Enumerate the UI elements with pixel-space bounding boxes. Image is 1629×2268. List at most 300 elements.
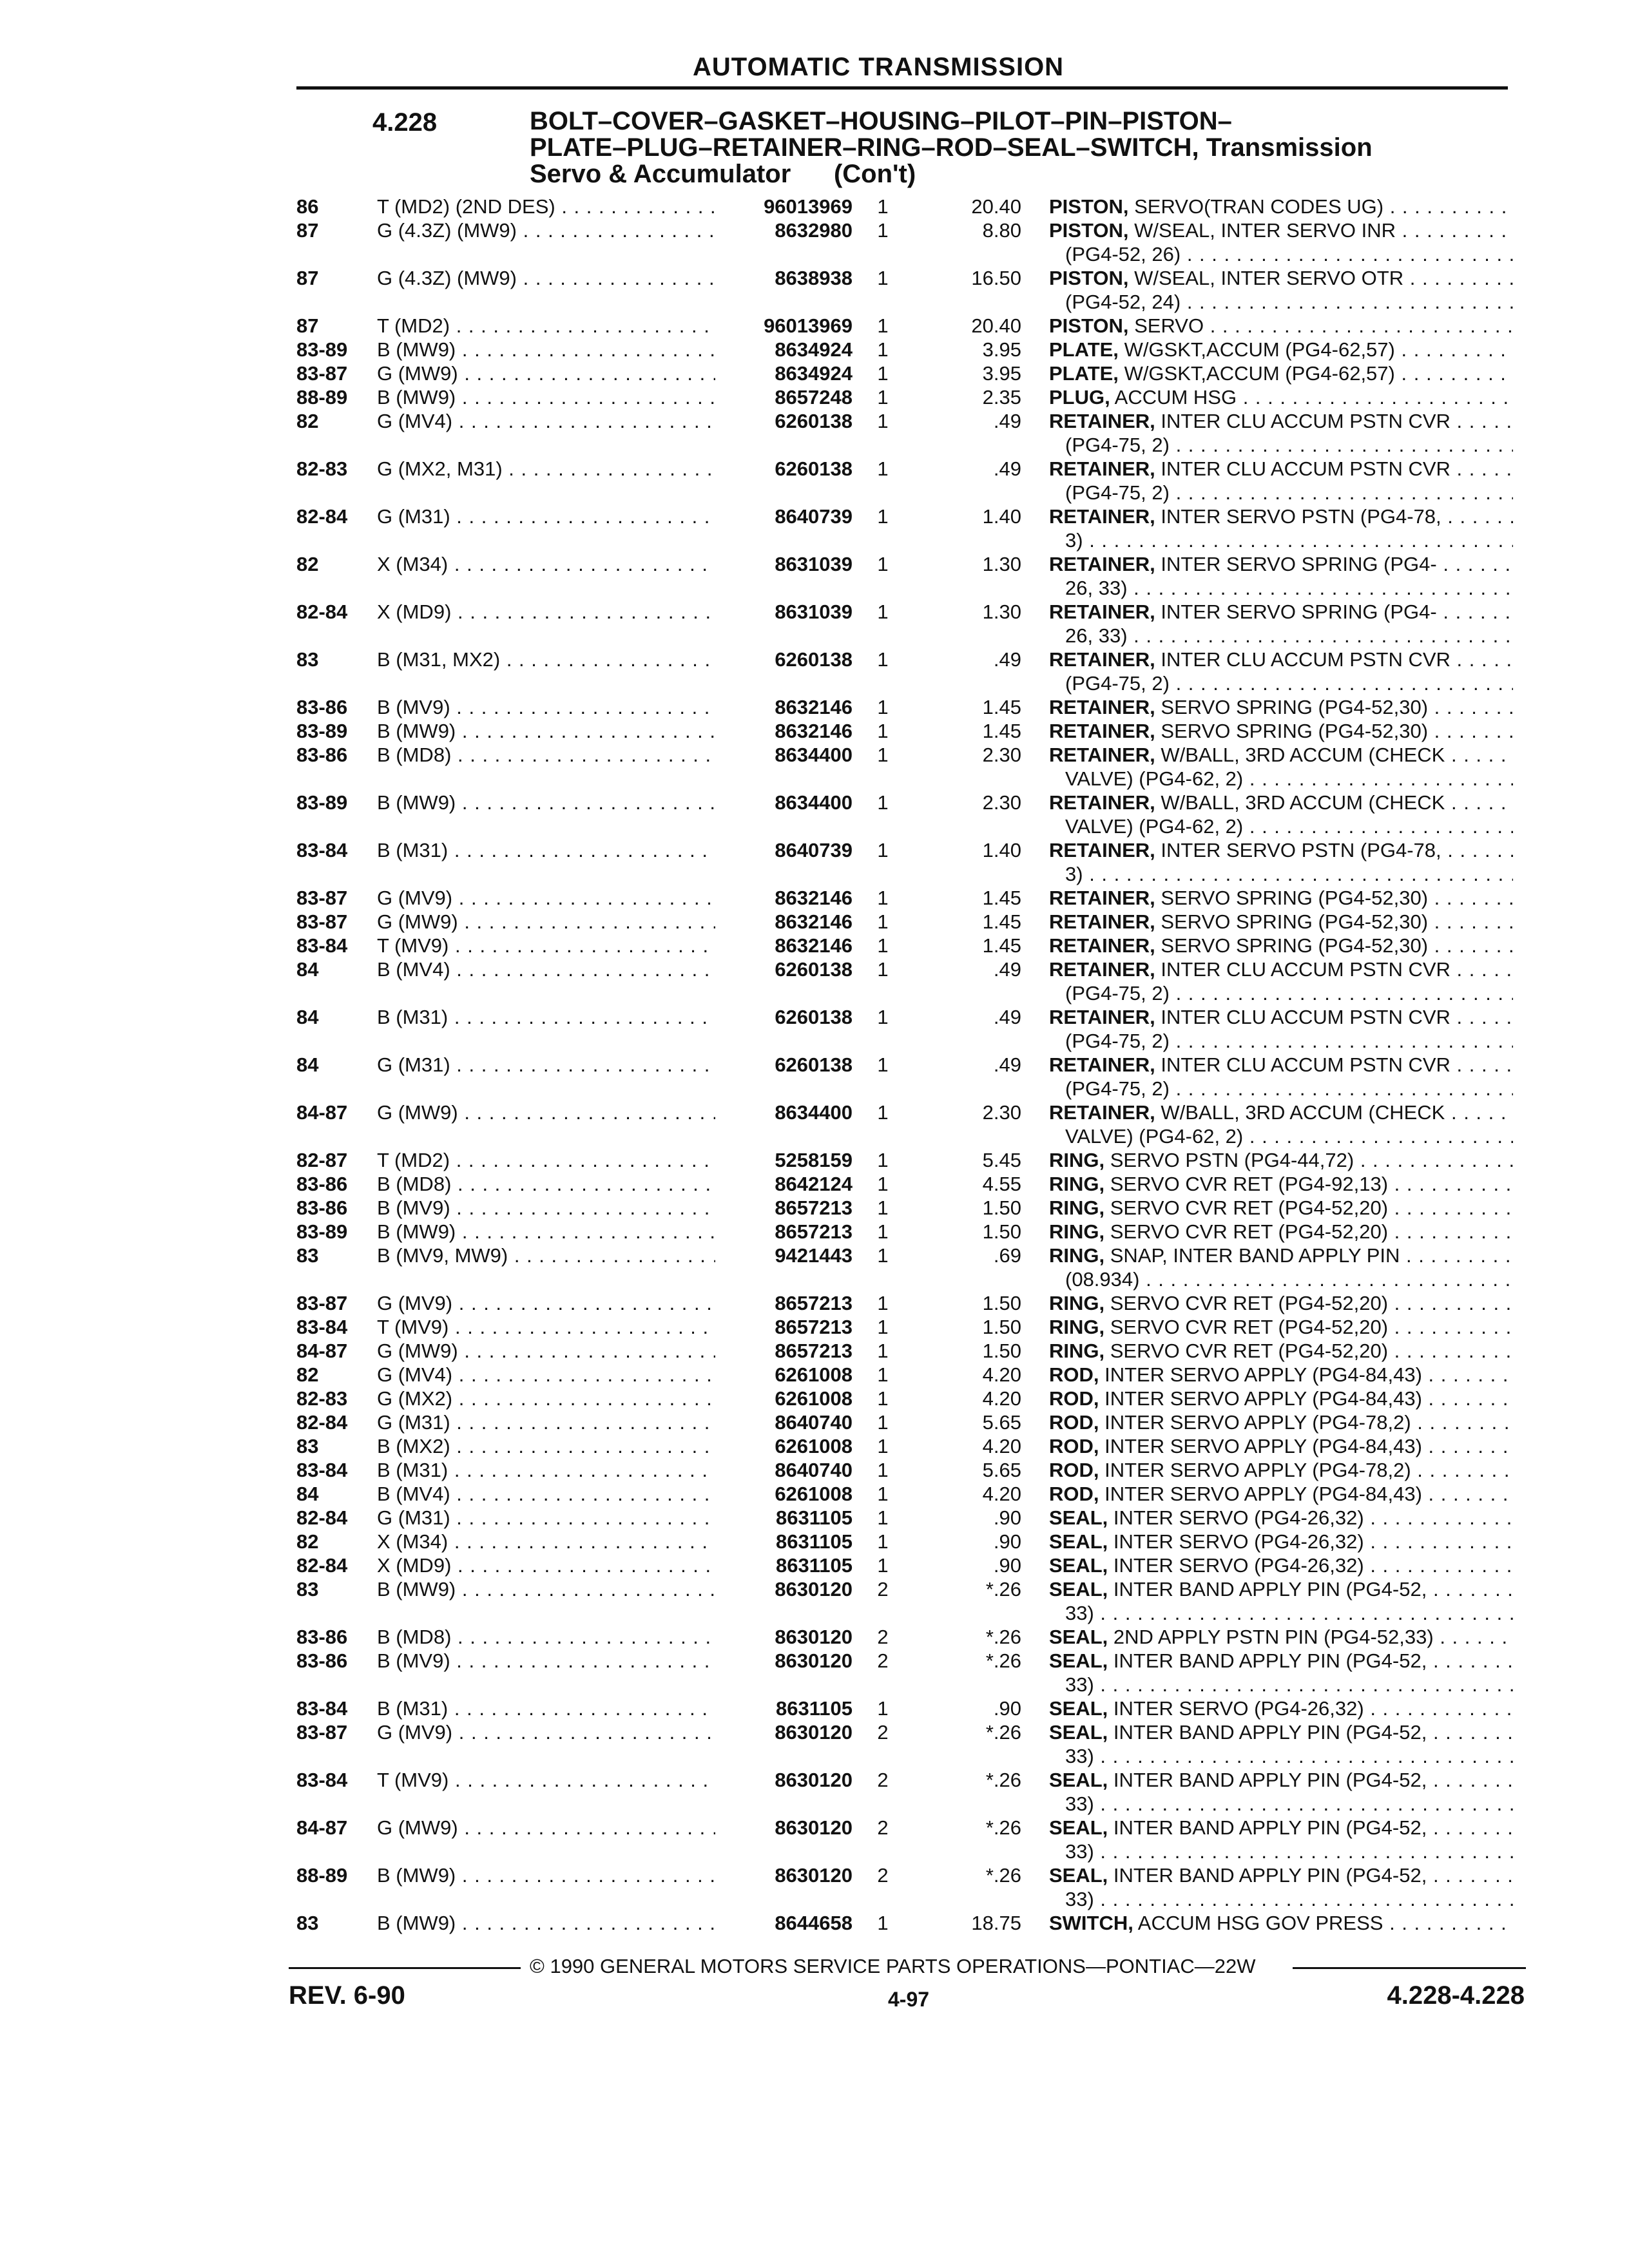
description-text: SNAP, INTER BAND APPLY PIN	[1110, 1244, 1400, 1267]
description-text: W/GSKT,ACCUM (PG4-62,57)	[1124, 338, 1395, 361]
description	[1049, 1363, 1513, 1387]
part-name: PISTON,	[1049, 267, 1129, 289]
quantity: 1	[877, 195, 889, 218]
part-number: 6261008	[718, 1434, 853, 1458]
description-line	[1049, 1005, 1513, 1029]
description-text: INTER CLU ACCUM PSTN CVR	[1161, 457, 1451, 480]
quantity: 1	[877, 362, 889, 385]
part-number: 6261008	[718, 1363, 853, 1387]
price: 1.50	[982, 1196, 1021, 1219]
description	[1049, 409, 1513, 457]
description	[1049, 1196, 1513, 1220]
year-range: 83-86	[296, 696, 348, 718]
description	[1049, 886, 1513, 910]
part-name: PISTON,	[1049, 219, 1129, 242]
description	[1049, 910, 1513, 934]
description-line	[1049, 1315, 1513, 1339]
description-line	[1049, 1720, 1513, 1744]
part-number: 8630120	[718, 1863, 853, 1887]
year-range: 84	[296, 1483, 319, 1505]
description-text: ACCUM HSG	[1114, 386, 1237, 408]
part-number: 8630120	[718, 1649, 853, 1673]
description	[1049, 338, 1513, 361]
usage-code: B (MV4) . . .	[377, 957, 715, 981]
year-range: 83-87	[296, 887, 348, 909]
year-range: 83-87	[296, 362, 348, 385]
price: *.26	[985, 1864, 1021, 1887]
quantity: 2	[877, 1816, 889, 1839]
description-text: INTER SERVO SPRING (PG4-	[1161, 553, 1437, 575]
quantity: 1	[877, 910, 889, 933]
usage-code: G (M31) . . .	[377, 505, 715, 528]
usage-code: G (MV9) . . .	[377, 1291, 715, 1315]
usage-code: G (MV9) . . .	[377, 1720, 715, 1744]
description	[1049, 1768, 1513, 1816]
part-name: RING,	[1049, 1244, 1105, 1267]
usage-code: G (MV9) . . .	[377, 886, 715, 910]
year-range: 83-89	[296, 338, 348, 361]
year-range: 82-84	[296, 1506, 348, 1529]
usage-code: T (MD2) . . .	[377, 314, 715, 338]
description	[1049, 195, 1513, 218]
quantity: 1	[877, 1554, 889, 1577]
usage-code: G (MW9) . . .	[377, 1100, 715, 1124]
part-number: 8632146	[718, 934, 853, 957]
quantity: 1	[877, 1220, 889, 1243]
description-line	[1049, 791, 1513, 814]
part-number: 8631039	[718, 552, 853, 576]
description-line	[1049, 957, 1513, 981]
description	[1049, 695, 1513, 719]
description-text: INTER SERVO (PG4-26,32)	[1113, 1554, 1364, 1577]
description-text: INTER BAND APPLY PIN (PG4-52,	[1113, 1721, 1427, 1744]
description	[1049, 552, 1513, 600]
quantity: 1	[877, 553, 889, 575]
description-line	[1049, 934, 1513, 957]
description-line	[1049, 1696, 1513, 1720]
part-name: SEAL,	[1049, 1816, 1108, 1839]
usage-code: B (MV9) . . .	[377, 1196, 715, 1220]
description-continuation: (08.934) . . .	[1049, 1267, 1513, 1291]
part-number: 8657213	[718, 1196, 853, 1220]
description	[1049, 1649, 1513, 1696]
description	[1049, 1387, 1513, 1410]
year-range: 83	[296, 648, 319, 671]
part-name: RETAINER,	[1049, 457, 1155, 480]
description-text: INTER BAND APPLY PIN (PG4-52,	[1113, 1816, 1427, 1839]
part-name: RETAINER,	[1049, 720, 1155, 742]
description-text: INTER SERVO APPLY (PG4-84,43)	[1104, 1387, 1422, 1410]
year-range: 86	[296, 195, 319, 218]
quantity: 1	[877, 457, 889, 480]
year-range: 83-84	[296, 1459, 348, 1481]
year-range: 83-86	[296, 1196, 348, 1219]
description	[1049, 1434, 1513, 1458]
description-line	[1049, 838, 1513, 862]
part-name: ROD,	[1049, 1435, 1099, 1457]
part-name: SEAL,	[1049, 1649, 1108, 1672]
footer-rule-right	[1293, 1967, 1526, 1969]
usage-code: B (MV4) . . .	[377, 1482, 715, 1506]
description-line	[1049, 1625, 1513, 1649]
description-text: INTER SERVO (PG4-26,32)	[1113, 1697, 1364, 1720]
description-text: INTER CLU ACCUM PSTN CVR	[1161, 958, 1451, 981]
description-line	[1049, 1553, 1513, 1577]
part-number: 8631039	[718, 600, 853, 624]
quantity: 1	[877, 1053, 889, 1076]
description	[1049, 266, 1513, 314]
description-text: SERVO CVR RET (PG4-52,20)	[1110, 1220, 1389, 1243]
description-continuation: 33) . . .	[1049, 1840, 1513, 1863]
description	[1049, 1100, 1513, 1148]
year-range: 83-84	[296, 1697, 348, 1720]
year-range: 84	[296, 958, 319, 981]
usage-code: B (MV9, MW9) . . .	[377, 1244, 715, 1267]
usage-code: G (MX2) . . .	[377, 1387, 715, 1410]
usage-code: B (MW9) . . .	[377, 1911, 715, 1935]
quantity: 1	[877, 720, 889, 742]
usage-code: B (M31) . . .	[377, 1696, 715, 1720]
description-continuation: (PG4-75, 2) . . .	[1049, 433, 1513, 457]
part-name: SEAL,	[1049, 1697, 1108, 1720]
description-line	[1049, 409, 1513, 433]
price: 5.65	[982, 1411, 1021, 1434]
description-text: W/BALL, 3RD ACCUM (CHECK	[1161, 791, 1445, 814]
price: 1.50	[982, 1340, 1021, 1362]
header-title: AUTOMATIC TRANSMISSION	[693, 53, 1065, 81]
description-text: INTER SERVO (PG4-26,32)	[1113, 1506, 1364, 1529]
year-range: 83-86	[296, 1626, 348, 1648]
quantity: 1	[877, 1435, 889, 1457]
price: 16.50	[971, 267, 1021, 289]
usage-code: T (MV9) . . .	[377, 1768, 715, 1792]
price: .49	[993, 1006, 1021, 1028]
part-name: SEAL,	[1049, 1769, 1108, 1791]
year-range: 82-87	[296, 1149, 348, 1171]
part-name: SEAL,	[1049, 1530, 1108, 1553]
description-text: 2ND APPLY PSTN PIN (PG4-52,33)	[1113, 1626, 1434, 1648]
description-line	[1049, 1506, 1513, 1530]
description-line	[1049, 719, 1513, 743]
part-number: 8632980	[718, 218, 853, 242]
price: *.26	[985, 1626, 1021, 1648]
part-number: 96013969	[718, 195, 853, 218]
part-name: RING,	[1049, 1220, 1105, 1243]
quantity: 1	[877, 267, 889, 289]
description-continuation: 33) . . .	[1049, 1887, 1513, 1911]
description-line	[1049, 361, 1513, 385]
price: 1.40	[982, 839, 1021, 861]
price: .90	[993, 1506, 1021, 1529]
description	[1049, 457, 1513, 505]
part-name: SEAL,	[1049, 1506, 1108, 1529]
part-number: 8632146	[718, 719, 853, 743]
usage-code: B (MW9) . . .	[377, 1863, 715, 1887]
part-number: 6260138	[718, 1005, 853, 1029]
year-range: 84	[296, 1006, 319, 1028]
year-range: 83	[296, 1912, 319, 1934]
page-number: 4-97	[888, 1988, 930, 2011]
part-number: 6260138	[718, 648, 853, 671]
usage-code: B (MW9) . . .	[377, 719, 715, 743]
quantity: 1	[877, 791, 889, 814]
description	[1049, 1816, 1513, 1863]
year-range: 83-87	[296, 1721, 348, 1744]
price: 1.45	[982, 910, 1021, 933]
description-line	[1049, 552, 1513, 576]
usage-code: X (M34) . . .	[377, 552, 715, 576]
year-range: 83	[296, 1435, 319, 1457]
description-line	[1049, 1339, 1513, 1363]
price: 2.30	[982, 744, 1021, 766]
description-line	[1049, 1053, 1513, 1077]
description-line	[1049, 1363, 1513, 1387]
price: 1.45	[982, 696, 1021, 718]
price: .49	[993, 958, 1021, 981]
part-name: ROD,	[1049, 1459, 1099, 1481]
price: .90	[993, 1697, 1021, 1720]
price: 8.80	[982, 219, 1021, 242]
year-range: 83	[296, 1244, 319, 1267]
quantity: 1	[877, 1101, 889, 1124]
year-range: 83-84	[296, 1769, 348, 1791]
price: *.26	[985, 1578, 1021, 1600]
part-number: 8631105	[718, 1530, 853, 1553]
description-line	[1049, 1434, 1513, 1458]
quantity: 1	[877, 1411, 889, 1434]
part-number: 8642124	[718, 1172, 853, 1196]
description-continuation: (PG4-75, 2) . . .	[1049, 1077, 1513, 1100]
year-range: 84-87	[296, 1340, 348, 1362]
part-number: 8640739	[718, 505, 853, 528]
description-text: W/GSKT,ACCUM (PG4-62,57)	[1124, 362, 1395, 385]
part-name: SEAL,	[1049, 1578, 1108, 1600]
usage-code: G (M31) . . .	[377, 1506, 715, 1530]
part-name: SWITCH,	[1049, 1912, 1133, 1934]
description	[1049, 1506, 1513, 1530]
usage-code: T (MD2) (2ND DES) . . .	[377, 195, 715, 218]
usage-code: G (MX2, M31) . . .	[377, 457, 715, 481]
description	[1049, 505, 1513, 552]
description-text: INTER CLU ACCUM PSTN CVR	[1161, 1053, 1451, 1076]
price: 1.50	[982, 1292, 1021, 1314]
year-range: 82-84	[296, 505, 348, 528]
price: 1.45	[982, 720, 1021, 742]
quantity: 1	[877, 1244, 889, 1267]
description-line	[1049, 266, 1513, 290]
price: 3.95	[982, 362, 1021, 385]
usage-code: G (M31) . . .	[377, 1410, 715, 1434]
part-number: 8640739	[718, 838, 853, 862]
usage-code: T (MV9) . . .	[377, 1315, 715, 1339]
description	[1049, 934, 1513, 957]
part-name: RING,	[1049, 1173, 1105, 1195]
usage-code: B (M31) . . .	[377, 1458, 715, 1482]
description	[1049, 1863, 1513, 1911]
quantity: 1	[877, 1530, 889, 1553]
part-name: RETAINER,	[1049, 839, 1155, 861]
quantity: 2	[877, 1578, 889, 1600]
quantity: 1	[877, 338, 889, 361]
description-text: SERVO PSTN (PG4-44,72)	[1110, 1149, 1354, 1171]
description	[1049, 1577, 1513, 1625]
part-number: 8630120	[718, 1625, 853, 1649]
description-line	[1049, 457, 1513, 481]
usage-code: B (MW9) . . .	[377, 338, 715, 361]
quantity: 2	[877, 1769, 889, 1791]
year-range: 82	[296, 1530, 319, 1553]
description-continuation: 33) . . .	[1049, 1673, 1513, 1696]
part-number: 8631105	[718, 1696, 853, 1720]
usage-code: B (M31) . . .	[377, 838, 715, 862]
description	[1049, 743, 1513, 791]
part-name: RETAINER,	[1049, 887, 1155, 909]
part-name: SEAL,	[1049, 1626, 1108, 1648]
quantity: 1	[877, 1149, 889, 1171]
part-number: 8631105	[718, 1506, 853, 1530]
description-text: SERVO CVR RET (PG4-52,20)	[1110, 1316, 1389, 1338]
year-range: 82	[296, 553, 319, 575]
description-line	[1049, 1410, 1513, 1434]
part-number: 6260138	[718, 457, 853, 481]
usage-code: G (MW9) . . .	[377, 910, 715, 934]
description-text: INTER CLU ACCUM PSTN CVR	[1161, 1006, 1451, 1028]
price: 5.45	[982, 1149, 1021, 1171]
part-number: 8632146	[718, 695, 853, 719]
description	[1049, 1172, 1513, 1196]
description-text: INTER BAND APPLY PIN (PG4-52,	[1113, 1769, 1427, 1791]
quantity: 1	[877, 219, 889, 242]
part-number: 8631105	[718, 1553, 853, 1577]
year-range: 83-89	[296, 720, 348, 742]
year-range: 87	[296, 219, 319, 242]
description-line	[1049, 1387, 1513, 1410]
quantity: 1	[877, 601, 889, 623]
description-text: W/SEAL, INTER SERVO OTR	[1134, 267, 1404, 289]
usage-code: X (M34) . . .	[377, 1530, 715, 1553]
description-line	[1049, 1196, 1513, 1220]
description	[1049, 1911, 1513, 1935]
part-number: 5258159	[718, 1148, 853, 1172]
description-line	[1049, 1768, 1513, 1792]
price: .49	[993, 1053, 1021, 1076]
section-title-line: Servo & Accumulator (Con't)	[530, 160, 916, 188]
year-range: 88-89	[296, 1864, 348, 1887]
description-text: INTER SERVO (PG4-26,32)	[1113, 1530, 1364, 1553]
description-line	[1049, 1577, 1513, 1601]
part-name: RETAINER,	[1049, 505, 1155, 528]
description	[1049, 314, 1513, 338]
part-number: 6260138	[718, 1053, 853, 1077]
part-name: RING,	[1049, 1196, 1105, 1219]
description-line	[1049, 314, 1513, 338]
part-name: PISTON,	[1049, 314, 1129, 337]
description	[1049, 1720, 1513, 1768]
part-name: RETAINER,	[1049, 696, 1155, 718]
usage-code: T (MD2) . . .	[377, 1148, 715, 1172]
description-text: INTER CLU ACCUM PSTN CVR	[1161, 648, 1451, 671]
part-name: PLATE,	[1049, 362, 1119, 385]
part-name: SEAL,	[1049, 1864, 1108, 1887]
description-text: INTER CLU ACCUM PSTN CVR	[1161, 410, 1451, 432]
description-text: SERVO(TRAN CODES UG)	[1134, 195, 1384, 218]
description-continuation: 33) . . .	[1049, 1792, 1513, 1816]
description	[1049, 1291, 1513, 1315]
description	[1049, 1410, 1513, 1434]
usage-code: G (MW9) . . .	[377, 1339, 715, 1363]
description-line	[1049, 385, 1513, 409]
usage-code: X (MD9) . . .	[377, 1553, 715, 1577]
description	[1049, 1148, 1513, 1172]
price: 2.30	[982, 791, 1021, 814]
description-text: SERVO SPRING (PG4-52,30)	[1161, 720, 1429, 742]
description-line	[1049, 600, 1513, 624]
quantity: 1	[877, 1196, 889, 1219]
year-range: 82-83	[296, 457, 348, 480]
description-text: W/BALL, 3RD ACCUM (CHECK	[1161, 1101, 1445, 1124]
quantity: 1	[877, 1506, 889, 1529]
part-number: 8657213	[718, 1220, 853, 1244]
price: *.26	[985, 1769, 1021, 1791]
part-name: RING,	[1049, 1149, 1105, 1171]
price: 5.65	[982, 1459, 1021, 1481]
description-line	[1049, 1911, 1513, 1935]
price: 4.20	[982, 1435, 1021, 1457]
section-range: 4.228-4.228	[1387, 1981, 1525, 2010]
quantity: 1	[877, 1483, 889, 1505]
description-text: INTER BAND APPLY PIN (PG4-52,	[1113, 1578, 1427, 1600]
price: 2.35	[982, 386, 1021, 408]
price: .69	[993, 1244, 1021, 1267]
quantity: 1	[877, 887, 889, 909]
description	[1049, 361, 1513, 385]
part-number: 6261008	[718, 1482, 853, 1506]
usage-code: G (MV4) . . .	[377, 1363, 715, 1387]
price: *.26	[985, 1721, 1021, 1744]
description	[1049, 1553, 1513, 1577]
description-line	[1049, 1863, 1513, 1887]
part-name: PLATE,	[1049, 338, 1119, 361]
price: 1.30	[982, 601, 1021, 623]
quantity: 1	[877, 958, 889, 981]
description-text: SERVO	[1134, 314, 1204, 337]
part-number: 8657213	[718, 1291, 853, 1315]
description	[1049, 1625, 1513, 1649]
description-continuation: 33) . . .	[1049, 1744, 1513, 1768]
year-range: 87	[296, 267, 319, 289]
part-number: 8640740	[718, 1458, 853, 1482]
year-range: 82	[296, 1363, 319, 1386]
description	[1049, 648, 1513, 695]
year-range: 84-87	[296, 1816, 348, 1839]
description-continuation: 3) . . .	[1049, 862, 1513, 886]
quantity: 1	[877, 744, 889, 766]
quantity: 1	[877, 1316, 889, 1338]
part-name: RETAINER,	[1049, 910, 1155, 933]
description-text: SERVO SPRING (PG4-52,30)	[1161, 696, 1429, 718]
description-continuation: VALVE) (PG4-62, 2) . . .	[1049, 814, 1513, 838]
year-range: 83-87	[296, 1292, 348, 1314]
description-line	[1049, 910, 1513, 934]
description-text: SERVO SPRING (PG4-52,30)	[1161, 910, 1429, 933]
usage-code: B (MW9) . . .	[377, 1577, 715, 1601]
part-number: 8634400	[718, 1100, 853, 1124]
price: 4.20	[982, 1363, 1021, 1386]
usage-code: B (M31) . . .	[377, 1005, 715, 1029]
description	[1049, 1220, 1513, 1244]
quantity: 1	[877, 410, 889, 432]
description-continuation: (PG4-75, 2) . . .	[1049, 1029, 1513, 1053]
